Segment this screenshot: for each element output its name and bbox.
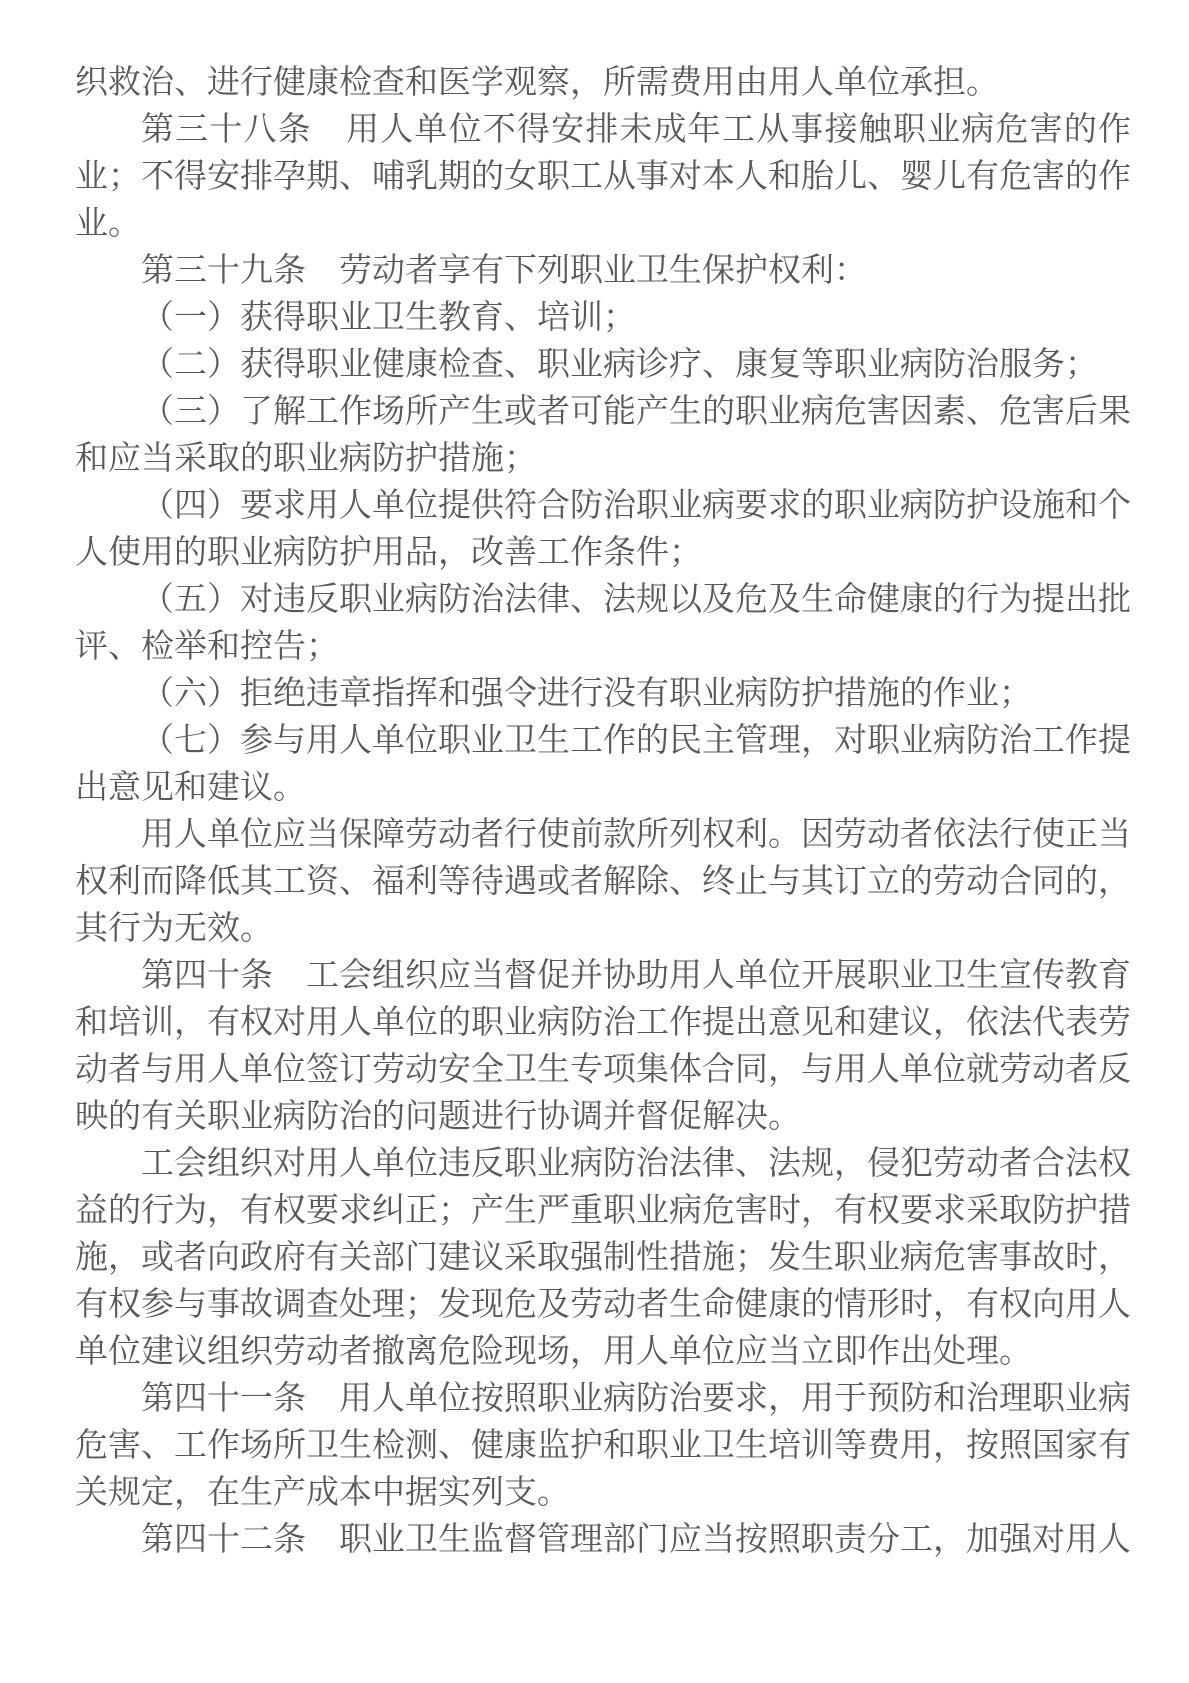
paragraph-article-39-item-1: （一）获得职业卫生教育、培训；: [141, 298, 636, 335]
paragraph-article-38: 第三十八条 用人单位不得安排未成年工从事接触职业病危害的作业；不得安排孕期、哺乳期的女职工从事对本人和胎儿、婴儿有危害的作业。: [75, 110, 1131, 241]
paragraph-article-39-item-7: （七）参与用人单位职业卫生工作的民主管理，对职业病防治工作提出意见和建议。: [75, 721, 1131, 805]
paragraph-article-39-item-5: （五）对违反职业病防治法律、法规以及危及生命健康的行为提出批评、检举和控告；: [75, 580, 1131, 664]
paragraph-article-39: 第三十九条 劳动者享有下列职业卫生保护权利：: [141, 251, 867, 288]
paragraph-article-40: 第四十条 工会组织应当督促并协助用人单位开展职业卫生宣传教育和培训，有权对用人单位的职业病防治工作提出意见和建议，依法代表劳动者与用人单位签订劳动安全卫生专项集体合同，与用人单位就劳动者反映的有关职业病防治的问题进行协调并督促解决。: [75, 956, 1131, 1134]
paragraph-article-39-item-4: （四）要求用人单位提供符合防治职业病要求的职业病防护设施和个人使用的职业病防护用品，改善工作条件；: [75, 486, 1131, 570]
paragraph-article-41: 第四十一条 用人单位按照职业病防治要求，用于预防和治理职业病危害、工作场所卫生检测、健康监护和职业卫生培训等费用，按照国家有关规定，在生产成本中据实列支。: [75, 1379, 1131, 1510]
paragraph-article-40-para-2: 工会组织对用人单位违反职业病防治法律、法规，侵犯劳动者合法权益的行为，有权要求纠正；产生严重职业病危害时，有权要求采取防护措施，或者向政府有关部门建议采取强制性措施；发生职业病危害事故时，有权参与事故调查处理；发现危及劳动者生命健康的情形时，有权向用人单位建议组织劳动者撤离危险现场，用人单位应当立即作出处理。: [75, 1144, 1131, 1369]
paragraph-article-42: 第四十二条 职业卫生监督管理部门应当按照职责分工，加强对用人: [141, 1520, 1131, 1557]
paragraph-article-39-item-3: （三）了解工作场所产生或者可能产生的职业病危害因素、危害后果和应当采取的职业病防护措施；: [75, 392, 1131, 476]
paragraph-article-39-closing: 用人单位应当保障劳动者行使前款所列权利。因劳动者依法行使正当权利而降低其工资、福利等待遇或者解除、终止与其订立的劳动合同的，其行为无效。: [75, 815, 1131, 946]
paragraph-continuation: 织救治、进行健康检查和医学观察，所需费用由用人单位承担。: [75, 63, 999, 100]
paragraph-article-39-item-2: （二）获得职业健康检查、职业病诊疗、康复等职业病防治服务；: [141, 345, 1098, 382]
paragraph-article-39-item-6: （六）拒绝违章指挥和强令进行没有职业病防护措施的作业；: [141, 674, 1032, 711]
